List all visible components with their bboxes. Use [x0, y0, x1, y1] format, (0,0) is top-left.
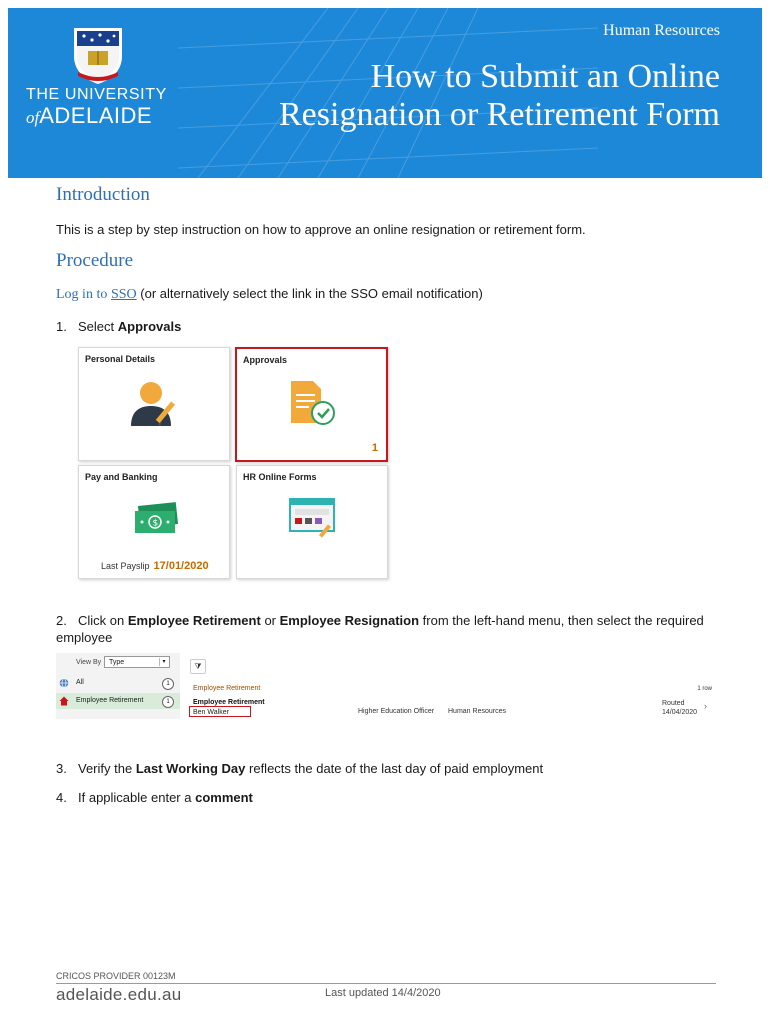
approvals-sidebar: [56, 653, 180, 719]
step-1: [56, 318, 181, 335]
globe-icon: [59, 678, 69, 688]
svg-text:$: $: [152, 518, 159, 529]
step-number: 4.: [56, 790, 67, 805]
university-logo-text: [26, 86, 167, 129]
introduction-heading: Introduction: [56, 184, 150, 205]
view-by-label: View By: [76, 659, 102, 666]
university-line-2: [26, 105, 167, 129]
login-instruction: [56, 286, 483, 303]
step-bold: Approvals: [117, 319, 182, 334]
login-prefix: Log in to: [56, 287, 108, 302]
step-bold: Last Working Day: [135, 761, 246, 776]
sidebar-item-all[interactable]: [56, 675, 180, 691]
tile-hr-online-forms[interactable]: [236, 465, 388, 579]
introduction-text: This is a step by step instruction on how to approve an online resignation or retirement form.: [56, 222, 586, 237]
step-text: Click on: [78, 613, 125, 628]
sidebar-item-count: 1: [162, 696, 174, 708]
step-text: from the left-hand menu, then select the required employee: [56, 613, 704, 645]
cricos-code: CRICOS PROVIDER 00123M: [56, 971, 176, 981]
last-updated: Last updated 14/4/2020: [325, 987, 441, 999]
chevron-down-icon: ▾: [159, 658, 168, 666]
tile-approvals[interactable]: [235, 347, 388, 462]
view-by-value: Type: [109, 659, 125, 666]
last-payslip: [101, 560, 209, 572]
sidebar-item-label: Employee Retirement: [76, 697, 144, 704]
tile-title: Pay and Banking: [85, 472, 158, 482]
result-row-heading: Employee Retirement: [193, 699, 265, 706]
step-number: 3.: [56, 761, 67, 776]
university-crest-icon: [70, 24, 126, 86]
department-label: Human Resources: [603, 22, 720, 39]
university-line-1: THE UNIVERSITY: [26, 86, 167, 103]
results-count: 1 row: [697, 686, 712, 692]
step-text: reflects the date of the last day of paid employment: [249, 761, 544, 776]
step-number: 1.: [56, 319, 67, 334]
approvals-count: 1: [371, 442, 378, 454]
results-title: Employee Retirement: [193, 685, 261, 692]
footer-divider: [56, 983, 716, 984]
step-bold: Employee Resignation: [279, 613, 420, 628]
view-by-select[interactable]: [104, 656, 170, 668]
step-bold: comment: [195, 790, 253, 805]
result-department: Human Resources: [448, 708, 506, 715]
step-number: 2.: [56, 613, 67, 628]
chevron-right-icon[interactable]: ›: [704, 701, 707, 711]
filter-icon: ⧩: [194, 662, 202, 671]
sidebar-item-label: All: [76, 679, 84, 686]
university-adelaide: ADELAIDE: [39, 103, 153, 128]
step-bold: Employee Retirement: [127, 613, 261, 628]
tile-title: Personal Details: [85, 354, 156, 364]
tile-title: HR Online Forms: [243, 472, 317, 482]
result-employee-name[interactable]: Ben Walker: [189, 706, 251, 717]
result-position: Higher Education Officer: [358, 708, 435, 715]
sso-link[interactable]: SSO: [110, 287, 137, 302]
result-status: [662, 699, 697, 717]
header-banner: [8, 8, 762, 178]
approvals-document-icon: [287, 379, 337, 427]
money-icon: [133, 502, 179, 536]
footer-url: adelaide.edu.au: [56, 985, 182, 1004]
step-3: [56, 760, 543, 777]
university-of: of: [26, 108, 40, 127]
result-status-text: Routed: [662, 700, 685, 707]
payslip-label: Last Payslip: [101, 561, 150, 571]
step-text: or: [264, 613, 276, 628]
document-title: How to Submit an Online Resignation or Retirement Form: [279, 58, 720, 133]
step-4: [56, 789, 253, 806]
tile-personal-details[interactable]: [78, 347, 230, 461]
online-forms-icon: [287, 496, 339, 540]
result-date: 14/04/2020: [662, 709, 698, 716]
payslip-date: 17/01/2020: [153, 560, 209, 572]
homepage-tiles: [78, 343, 390, 581]
step-text: Verify the: [78, 761, 133, 776]
tile-pay-banking[interactable]: [78, 465, 230, 579]
step-2: [56, 612, 716, 646]
sidebar-item-employee-retirement[interactable]: [56, 693, 180, 709]
tile-title: Approvals: [243, 355, 288, 365]
step-text: If applicable enter a: [78, 790, 192, 805]
filter-button[interactable]: [190, 659, 206, 674]
person-icon: [129, 380, 185, 428]
login-suffix: (or alternatively select the link in the SSO email notification): [140, 286, 483, 301]
house-icon: [59, 696, 69, 706]
sidebar-item-count: 1: [162, 678, 174, 690]
procedure-heading: Procedure: [56, 250, 134, 271]
step-text: Select: [78, 319, 115, 334]
approvals-screen-capture: [56, 653, 716, 723]
